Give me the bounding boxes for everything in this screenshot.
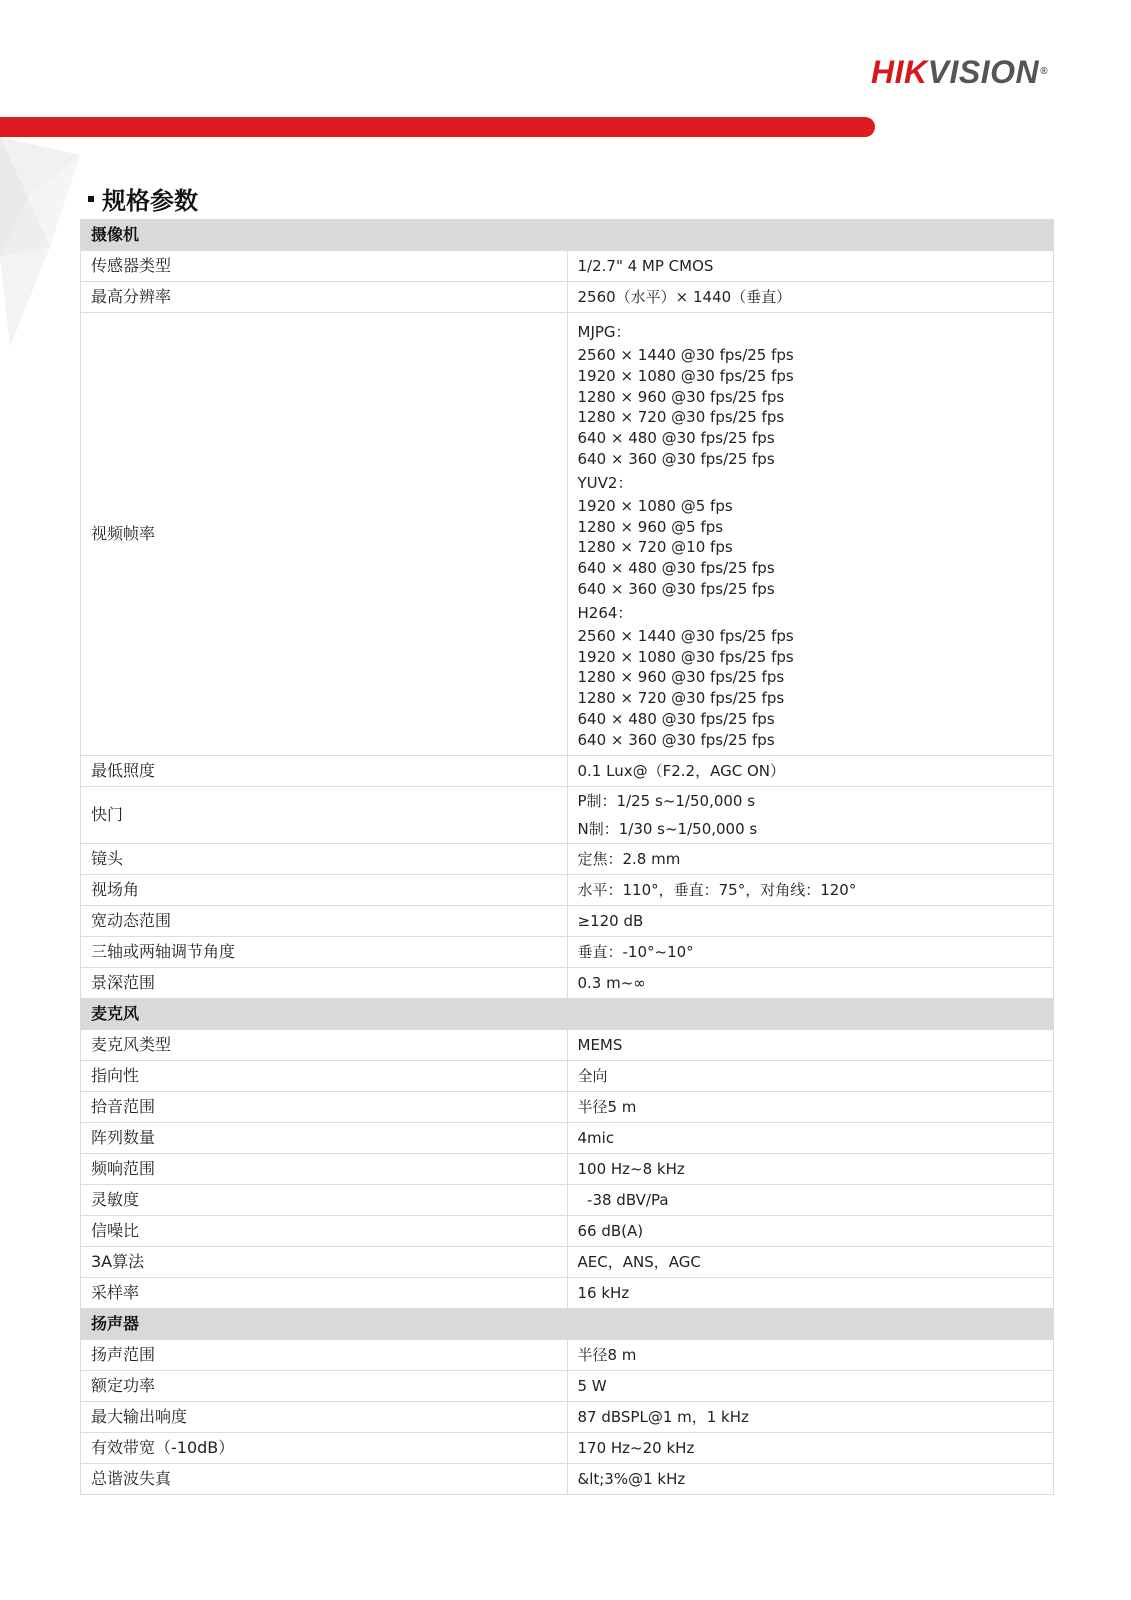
- fr-line: 1280 × 960 @5 fps: [577, 517, 724, 536]
- shutter-line: N制：1/30 s~1/50,000 s: [577, 819, 758, 838]
- spec-label: 最大输出响度: [81, 1401, 568, 1432]
- fr-line: 1280 × 720 @30 fps/25 fps: [577, 408, 785, 427]
- spec-value: 定焦：2.8 mm: [567, 843, 1054, 874]
- table-row: [81, 1246, 1054, 1277]
- table-row: [81, 967, 1054, 998]
- fr-line: 1280 × 720 @30 fps/25 fps: [577, 689, 785, 708]
- fr-line: 640 × 360 @30 fps/25 fps: [577, 579, 775, 598]
- spec-value: 87 dBSPL@1 m，1 kHz: [567, 1401, 1054, 1432]
- spec-value: 100 Hz~8 kHz: [567, 1153, 1054, 1184]
- spec-value: ≥120 dB: [567, 905, 1054, 936]
- table-row: [81, 1432, 1054, 1463]
- spec-value: 16 kHz: [567, 1277, 1054, 1308]
- spec-label: 镜头: [81, 843, 568, 874]
- table-row: [81, 1122, 1054, 1153]
- fr-line: 640 × 480 @30 fps/25 fps: [577, 709, 775, 728]
- fr-line: 2560 × 1440 @30 fps/25 fps: [577, 346, 794, 364]
- spec-value: 5 W: [567, 1370, 1054, 1401]
- fr-line: 1280 × 720 @10 fps: [577, 538, 733, 557]
- spec-label: 指向性: [81, 1060, 568, 1091]
- hikvision-logo: [871, 52, 1048, 92]
- spec-value-shutter: [567, 786, 1054, 843]
- table-row: [81, 1401, 1054, 1432]
- page-title: [88, 184, 198, 218]
- decorative-triangles: [0, 137, 90, 367]
- spec-label: 最高分辨率: [81, 282, 568, 313]
- spec-value: 半径8 m: [567, 1339, 1054, 1370]
- spec-value: 170 Hz~20 kHz: [567, 1432, 1054, 1463]
- spec-value: 0.3 m~∞: [567, 967, 1054, 998]
- fr-line: 2560 × 1440 @30 fps/25 fps: [577, 626, 794, 645]
- section-mic: [81, 998, 1054, 1029]
- title-bullet: [88, 196, 94, 202]
- table-row: [81, 1153, 1054, 1184]
- spec-value: MEMS: [567, 1029, 1054, 1060]
- spec-label: 视场角: [81, 874, 568, 905]
- table-row: [81, 786, 1054, 843]
- spec-label: 采样率: [81, 1277, 568, 1308]
- spec-value: 0.1 Lux@（F2.2，AGC ON）: [567, 755, 1054, 786]
- spec-value: -38 dBV/Pa: [567, 1184, 1054, 1215]
- page-title-text: 规格参数: [102, 187, 198, 215]
- logo-part-gray: VISION: [927, 54, 1040, 90]
- spec-value: 2560（水平）× 1440（垂直）: [567, 282, 1054, 313]
- section-mic-title: 麦克风: [81, 998, 1054, 1029]
- table-row: [81, 1339, 1054, 1370]
- spec-label: 视频帧率: [81, 313, 568, 756]
- spec-label: 传感器类型: [81, 251, 568, 282]
- table-row: [81, 313, 1054, 756]
- table-row: [81, 874, 1054, 905]
- shutter-line: P制：1/25 s~1/50,000 s: [577, 791, 756, 810]
- fr-line: 1920 × 1080 @30 fps/25 fps: [577, 647, 794, 666]
- spec-label: 总谐波失真: [81, 1463, 568, 1494]
- section-speaker: [81, 1308, 1054, 1339]
- spec-value: 全向: [567, 1060, 1054, 1091]
- section-speaker-title: 扬声器: [81, 1308, 1054, 1339]
- fr-line: 1920 × 1080 @5 fps: [577, 496, 733, 515]
- spec-label: 有效带宽（-10dB）: [81, 1432, 568, 1463]
- spec-value: AEC，ANS，AGC: [567, 1246, 1054, 1277]
- spec-value: 66 dB(A): [567, 1215, 1054, 1246]
- table-row: [81, 843, 1054, 874]
- spec-value: 4mic: [567, 1122, 1054, 1153]
- fr-line: 640 × 360 @30 fps/25 fps: [577, 730, 775, 749]
- fr-line: 640 × 360 @30 fps/25 fps: [577, 449, 775, 468]
- spec-value: 水平：110°，垂直：75°，对角线：120°: [567, 874, 1054, 905]
- table-row: [81, 755, 1054, 786]
- spec-value: 1/2.7" 4 MP CMOS: [567, 251, 1054, 282]
- spec-label: 阵列数量: [81, 1122, 568, 1153]
- spec-label: 宽动态范围: [81, 905, 568, 936]
- table-row: [81, 282, 1054, 313]
- table-row: [81, 1184, 1054, 1215]
- fr-line: 640 × 480 @30 fps/25 fps: [577, 429, 775, 448]
- logo-part-red: HIK: [871, 54, 928, 90]
- fr-line: 640 × 480 @30 fps/25 fps: [577, 559, 775, 578]
- fr-line: 1920 × 1080 @30 fps/25 fps: [577, 366, 794, 385]
- spec-label: 三轴或两轴调节角度: [81, 936, 568, 967]
- fr-line: 1280 × 960 @30 fps/25 fps: [577, 668, 785, 687]
- table-row: [81, 1370, 1054, 1401]
- table-row: [81, 1277, 1054, 1308]
- table-row: [81, 936, 1054, 967]
- section-camera: [81, 220, 1054, 251]
- logo-registered-mark: ®: [1040, 66, 1048, 77]
- table-row: [81, 905, 1054, 936]
- spec-label: 灵敏度: [81, 1184, 568, 1215]
- table-row: [81, 1215, 1054, 1246]
- table-row: [81, 1463, 1054, 1494]
- spec-label: 信噪比: [81, 1215, 568, 1246]
- table-row: [81, 1029, 1054, 1060]
- fr-group-name: H264：: [577, 603, 633, 622]
- spec-value: 半径5 m: [567, 1091, 1054, 1122]
- spec-label: 最低照度: [81, 755, 568, 786]
- spec-label: 额定功率: [81, 1370, 568, 1401]
- spec-label: 3A算法: [81, 1246, 568, 1277]
- spec-label: 景深范围: [81, 967, 568, 998]
- section-camera-title: 摄像机: [81, 220, 1054, 251]
- fr-group-name: YUV2：: [577, 473, 633, 492]
- table-row: [81, 251, 1054, 282]
- spec-label: 扬声范围: [81, 1339, 568, 1370]
- spec-label: 快门: [81, 786, 568, 843]
- table-row: [81, 1091, 1054, 1122]
- spec-value: &lt;3%@1 kHz: [567, 1463, 1054, 1494]
- spec-label: 麦克风类型: [81, 1029, 568, 1060]
- spec-label: 频响范围: [81, 1153, 568, 1184]
- fr-line: 1280 × 960 @30 fps/25 fps: [577, 387, 785, 406]
- spec-table: [80, 219, 1054, 1495]
- header-red-band: [0, 117, 875, 137]
- spec-value: 垂直：-10°~10°: [567, 936, 1054, 967]
- spec-value-frame-rate: [567, 313, 1054, 756]
- table-row: [81, 1060, 1054, 1091]
- spec-label: 拾音范围: [81, 1091, 568, 1122]
- fr-group-name: MJPG：: [577, 323, 631, 341]
